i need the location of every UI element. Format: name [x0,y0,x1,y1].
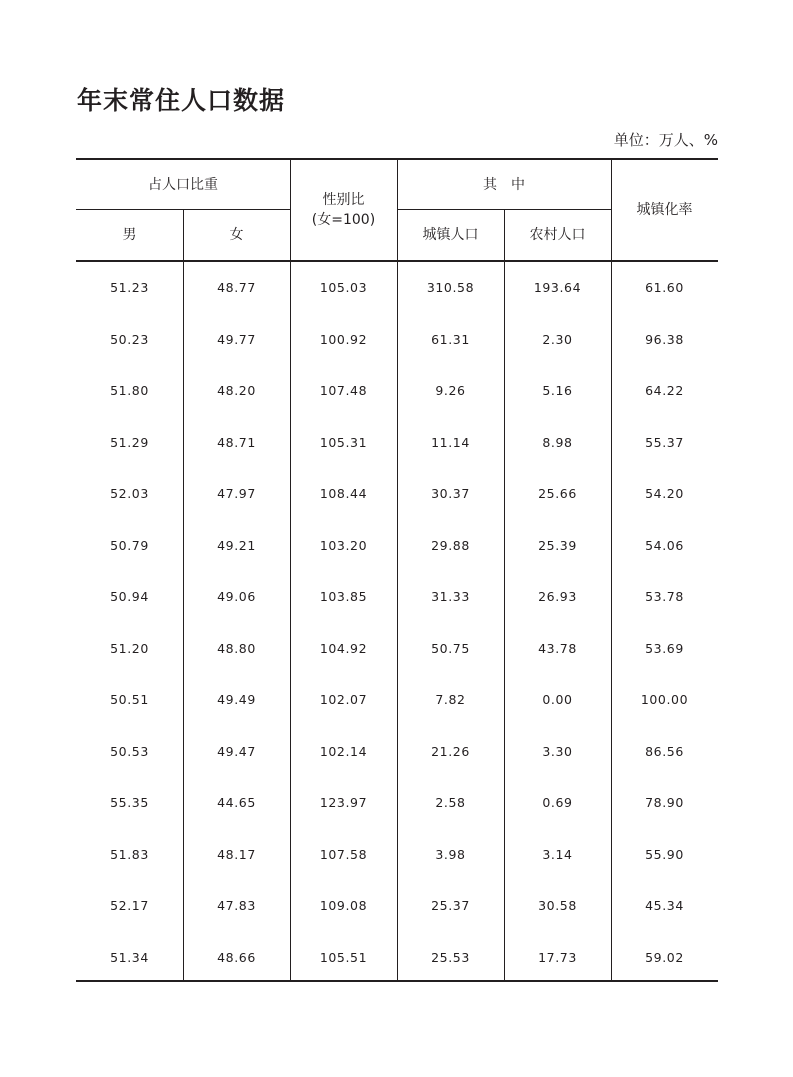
header-urban [397,210,504,260]
cell-male: 51.23 [110,280,149,296]
cell-rural: 26.93 [538,589,577,605]
header-female-text: 女 [229,227,244,243]
cell-female: 48.66 [217,949,256,965]
table-row [76,468,718,520]
header-urbanization-text: 城镇化率 [636,202,693,218]
cell-female: 48.80 [217,640,256,656]
cell-urban: 310.58 [426,280,475,296]
cell-urban: 25.37 [431,898,470,914]
header-rural-text: 农村人口 [529,227,586,243]
cell-rural: 3.14 [542,846,573,862]
cell-rural: 0.00 [542,692,573,708]
cell-urbanization: 100.00 [640,692,689,708]
cell-rural: 3.30 [542,743,573,759]
cell-female: 49.47 [217,743,256,759]
cell-female: 48.20 [217,383,256,399]
cell-urban: 25.53 [431,949,470,965]
cell-urbanization: 55.37 [645,434,684,450]
cell-male: 51.83 [110,846,149,862]
population-table [76,158,718,984]
cell-urbanization: 86.56 [645,743,684,759]
cell-sex-ratio: 100.92 [319,331,368,347]
table-row [76,880,718,932]
table-row [76,623,718,675]
table-row [76,262,718,314]
cell-sex-ratio: 108.44 [319,486,368,502]
cell-urban: 2.58 [435,795,466,811]
cell-urban: 29.88 [431,537,470,553]
cell-urban: 31.33 [431,589,470,605]
table-row [76,365,718,417]
cell-male: 50.79 [110,537,149,553]
cell-male: 50.94 [110,589,149,605]
cell-rural: 8.98 [542,434,573,450]
table-row [76,674,718,726]
cell-male: 52.03 [110,486,149,502]
cell-female: 49.06 [217,589,256,605]
cell-urbanization: 53.78 [645,589,684,605]
header-sex-ratio-line1: 性别比 [322,192,365,208]
cell-urbanization: 61.60 [645,280,684,296]
cell-urbanization: 54.20 [645,486,684,502]
cell-male: 52.17 [110,898,149,914]
cell-urbanization: 64.22 [645,383,684,399]
cell-rural: 25.39 [538,537,577,553]
cell-male: 51.20 [110,640,149,656]
cell-rural: 0.69 [542,795,573,811]
cell-sex-ratio: 105.51 [319,949,368,965]
table-row [76,777,718,829]
table-row [76,829,718,881]
unit-label: 单位：万人、% [613,131,718,149]
cell-urban: 7.82 [435,692,466,708]
cell-male: 51.80 [110,383,149,399]
cell-urbanization: 96.38 [645,331,684,347]
header-sex-ratio [290,160,397,260]
cell-female: 49.21 [217,537,256,553]
cell-rural: 5.16 [542,383,573,399]
header-share-group [76,160,290,209]
cell-urban: 3.98 [435,846,466,862]
header-share-group-text: 占人口比重 [148,176,218,193]
cell-female: 48.17 [217,846,256,862]
header-sex-ratio-line2: (女=100) [311,212,376,228]
table-row [76,314,718,366]
cell-rural: 193.64 [533,280,582,296]
cell-urbanization: 55.90 [645,846,684,862]
cell-male: 55.35 [110,795,149,811]
cell-male: 51.34 [110,949,149,965]
cell-rural: 30.58 [538,898,577,914]
cell-urban: 50.75 [431,640,470,656]
cell-sex-ratio: 123.97 [319,795,368,811]
header-urban-text: 城镇人口 [422,227,479,243]
cell-sex-ratio: 104.92 [319,640,368,656]
cell-sex-ratio: 103.20 [319,537,368,553]
table-row [76,520,718,572]
header-male-text: 男 [122,227,137,243]
cell-female: 44.65 [217,795,256,811]
cell-urbanization: 54.06 [645,537,684,553]
header-of-which [397,160,611,209]
cell-urban: 21.26 [431,743,470,759]
cell-female: 48.71 [217,434,256,450]
cell-female: 47.97 [217,486,256,502]
cell-sex-ratio: 107.58 [319,846,368,862]
cell-male: 50.51 [110,692,149,708]
cell-sex-ratio: 103.85 [319,589,368,605]
cell-urbanization: 59.02 [645,949,684,965]
cell-sex-ratio: 109.08 [319,898,368,914]
cell-rural: 25.66 [538,486,577,502]
header-male [76,210,183,260]
cell-female: 47.83 [217,898,256,914]
cell-rural: 43.78 [538,640,577,656]
header-rural [504,210,611,260]
cell-urban: 30.37 [431,486,470,502]
cell-female: 49.49 [217,692,256,708]
cell-sex-ratio: 107.48 [319,383,368,399]
header-urbanization [611,160,718,260]
table-row [76,726,718,778]
cell-sex-ratio: 102.14 [319,743,368,759]
cell-sex-ratio: 105.03 [319,280,368,296]
cell-urban: 11.14 [431,434,470,450]
cell-male: 50.53 [110,743,149,759]
cell-urbanization: 53.69 [645,640,684,656]
table-row [76,417,718,469]
cell-female: 49.77 [217,331,256,347]
cell-urbanization: 45.34 [645,898,684,914]
cell-male: 51.29 [110,434,149,450]
table-row [76,932,718,984]
cell-urban: 61.31 [431,331,470,347]
cell-rural: 2.30 [542,331,573,347]
header-female [183,210,290,260]
cell-urban: 9.26 [435,383,466,399]
cell-male: 50.23 [110,331,149,347]
cell-sex-ratio: 105.31 [319,434,368,450]
cell-sex-ratio: 102.07 [319,692,368,708]
table-row [76,571,718,623]
page-title: 年末常住人口数据 [77,86,286,115]
header-of-which-text: 其 中 [483,176,525,193]
cell-urbanization: 78.90 [645,795,684,811]
cell-female: 48.77 [217,280,256,296]
cell-rural: 17.73 [538,949,577,965]
